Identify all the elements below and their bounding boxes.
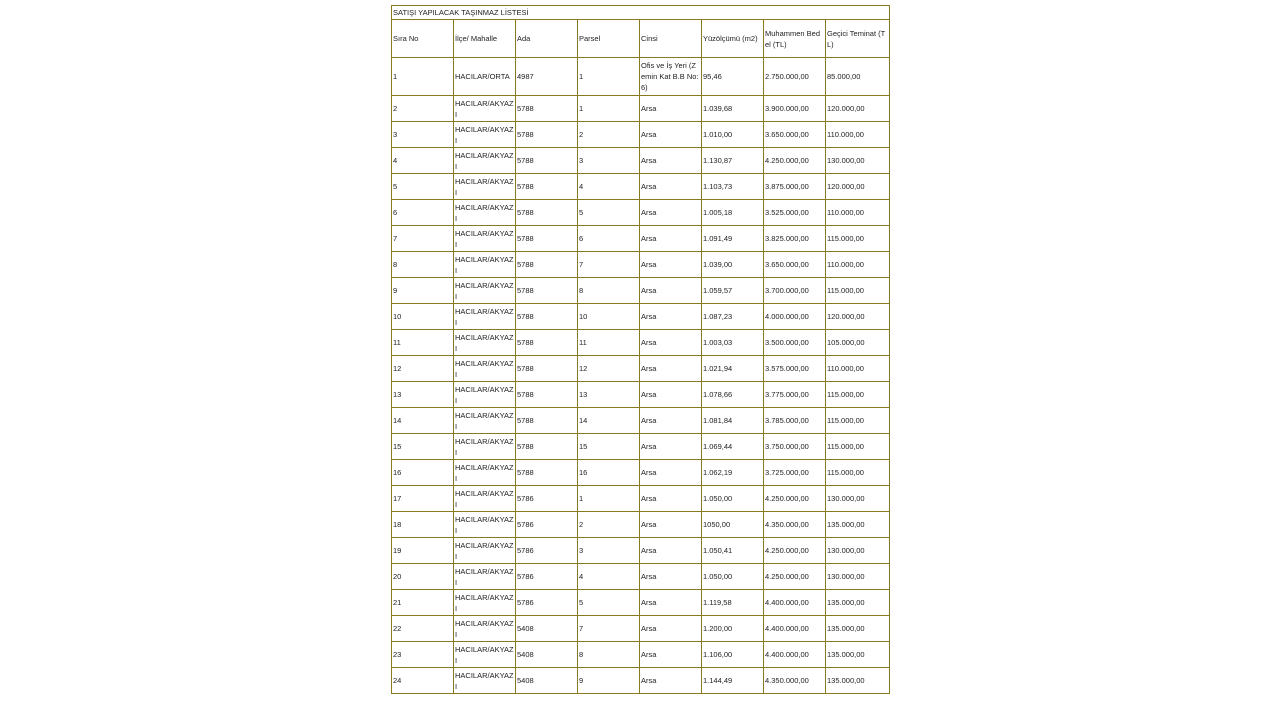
cell-ilce-mahalle: HACILAR/AKYAZI xyxy=(454,356,516,382)
cell-muhammen-bedel: 4.000.000,00 xyxy=(764,304,826,330)
cell-gecici-teminat: 110.000,00 xyxy=(826,122,890,148)
cell-ada: 5788 xyxy=(516,278,578,304)
cell-gecici-teminat: 110.000,00 xyxy=(826,356,890,382)
cell-parsel: 5 xyxy=(578,590,640,616)
cell-muhammen-bedel: 3.775.000,00 xyxy=(764,382,826,408)
cell-gecici-teminat: 135.000,00 xyxy=(826,590,890,616)
cell-sira-no: 19 xyxy=(392,538,454,564)
cell-ilce-mahalle: HACILAR/AKYAZI xyxy=(454,486,516,512)
cell-cinsi: Arsa xyxy=(640,122,702,148)
table-row xyxy=(392,486,890,512)
cell-ada: 5788 xyxy=(516,122,578,148)
cell-muhammen-bedel: 3.700.000,00 xyxy=(764,278,826,304)
cell-cinsi: Arsa xyxy=(640,460,702,486)
cell-sira-no: 10 xyxy=(392,304,454,330)
cell-parsel: 14 xyxy=(578,408,640,434)
table-row xyxy=(392,122,890,148)
cell-muhammen-bedel: 4.400.000,00 xyxy=(764,642,826,668)
table-body xyxy=(392,6,890,694)
cell-muhammen-bedel: 3.900.000,00 xyxy=(764,96,826,122)
cell-yuzolcumu: 1.081,84 xyxy=(702,408,764,434)
cell-ilce-mahalle: HACILAR/AKYAZI xyxy=(454,330,516,356)
cell-muhammen-bedel: 4.400.000,00 xyxy=(764,616,826,642)
cell-parsel: 12 xyxy=(578,356,640,382)
cell-gecici-teminat: 110.000,00 xyxy=(826,252,890,278)
cell-sira-no: 20 xyxy=(392,564,454,590)
cell-ilce-mahalle: HACILAR/AKYAZI xyxy=(454,616,516,642)
cell-yuzolcumu: 1.091,49 xyxy=(702,226,764,252)
cell-ada: 5408 xyxy=(516,668,578,694)
table-row xyxy=(392,668,890,694)
cell-cinsi: Arsa xyxy=(640,668,702,694)
cell-muhammen-bedel: 3.725.000,00 xyxy=(764,460,826,486)
cell-ada: 5788 xyxy=(516,408,578,434)
cell-parsel: 3 xyxy=(578,148,640,174)
cell-sira-no: 2 xyxy=(392,96,454,122)
table-row xyxy=(392,200,890,226)
cell-yuzolcumu: 1.087,23 xyxy=(702,304,764,330)
cell-yuzolcumu: 1.069,44 xyxy=(702,434,764,460)
cell-gecici-teminat: 135.000,00 xyxy=(826,642,890,668)
cell-sira-no: 9 xyxy=(392,278,454,304)
cell-yuzolcumu: 1.039,00 xyxy=(702,252,764,278)
cell-yuzolcumu: 1.059,57 xyxy=(702,278,764,304)
cell-yuzolcumu: 1.003,03 xyxy=(702,330,764,356)
cell-cinsi: Arsa xyxy=(640,564,702,590)
cell-parsel: 1 xyxy=(578,96,640,122)
cell-ilce-mahalle: HACILAR/AKYAZI xyxy=(454,668,516,694)
table-row xyxy=(392,616,890,642)
cell-cinsi: Arsa xyxy=(640,304,702,330)
table-row xyxy=(392,174,890,200)
table-row xyxy=(392,538,890,564)
cell-ada: 5788 xyxy=(516,174,578,200)
cell-ada: 5788 xyxy=(516,356,578,382)
cell-ada: 5788 xyxy=(516,200,578,226)
table-row xyxy=(392,278,890,304)
cell-gecici-teminat: 120.000,00 xyxy=(826,174,890,200)
cell-ilce-mahalle: HACILAR/AKYAZI xyxy=(454,512,516,538)
cell-parsel: 7 xyxy=(578,616,640,642)
cell-muhammen-bedel: 3.500.000,00 xyxy=(764,330,826,356)
cell-sira-no: 11 xyxy=(392,330,454,356)
cell-gecici-teminat: 115.000,00 xyxy=(826,278,890,304)
header-ada: Ada xyxy=(516,20,578,58)
cell-parsel: 5 xyxy=(578,200,640,226)
table-row xyxy=(392,512,890,538)
cell-sira-no: 22 xyxy=(392,616,454,642)
cell-ada: 5786 xyxy=(516,590,578,616)
cell-muhammen-bedel: 4.250.000,00 xyxy=(764,148,826,174)
cell-ilce-mahalle: HACILAR/AKYAZI xyxy=(454,642,516,668)
cell-ilce-mahalle: HACILAR/ORTA xyxy=(454,58,516,96)
cell-ilce-mahalle: HACILAR/AKYAZI xyxy=(454,382,516,408)
cell-cinsi: Arsa xyxy=(640,96,702,122)
cell-gecici-teminat: 135.000,00 xyxy=(826,616,890,642)
cell-ada: 5788 xyxy=(516,330,578,356)
cell-sira-no: 5 xyxy=(392,174,454,200)
cell-ilce-mahalle: HACILAR/AKYAZI xyxy=(454,226,516,252)
cell-ada: 5786 xyxy=(516,564,578,590)
cell-muhammen-bedel: 3.750.000,00 xyxy=(764,434,826,460)
cell-ilce-mahalle: HACILAR/AKYAZI xyxy=(454,460,516,486)
cell-ilce-mahalle: HACILAR/AKYAZI xyxy=(454,434,516,460)
cell-gecici-teminat: 115.000,00 xyxy=(826,434,890,460)
cell-parsel: 1 xyxy=(578,58,640,96)
cell-muhammen-bedel: 4.250.000,00 xyxy=(764,538,826,564)
cell-muhammen-bedel: 4.350.000,00 xyxy=(764,512,826,538)
cell-yuzolcumu: 1.130,87 xyxy=(702,148,764,174)
cell-gecici-teminat: 115.000,00 xyxy=(826,460,890,486)
cell-ilce-mahalle: HACILAR/AKYAZI xyxy=(454,304,516,330)
cell-muhammen-bedel: 3.575.000,00 xyxy=(764,356,826,382)
cell-sira-no: 16 xyxy=(392,460,454,486)
cell-muhammen-bedel: 3.785.000,00 xyxy=(764,408,826,434)
cell-muhammen-bedel: 2.750.000,00 xyxy=(764,58,826,96)
cell-ilce-mahalle: HACILAR/AKYAZI xyxy=(454,278,516,304)
cell-gecici-teminat: 135.000,00 xyxy=(826,512,890,538)
cell-yuzolcumu: 1.039,68 xyxy=(702,96,764,122)
cell-gecici-teminat: 115.000,00 xyxy=(826,382,890,408)
cell-ada: 4987 xyxy=(516,58,578,96)
cell-cinsi: Arsa xyxy=(640,590,702,616)
cell-parsel: 16 xyxy=(578,460,640,486)
cell-ada: 5788 xyxy=(516,460,578,486)
cell-ada: 5786 xyxy=(516,512,578,538)
cell-muhammen-bedel: 3.650.000,00 xyxy=(764,122,826,148)
cell-ada: 5788 xyxy=(516,434,578,460)
cell-cinsi: Arsa xyxy=(640,226,702,252)
cell-yuzolcumu: 1.106,00 xyxy=(702,642,764,668)
cell-gecici-teminat: 130.000,00 xyxy=(826,564,890,590)
cell-ilce-mahalle: HACILAR/AKYAZI xyxy=(454,200,516,226)
cell-muhammen-bedel: 4.400.000,00 xyxy=(764,590,826,616)
cell-ilce-mahalle: HACILAR/AKYAZI xyxy=(454,122,516,148)
cell-ilce-mahalle: HACILAR/AKYAZI xyxy=(454,564,516,590)
cell-muhammen-bedel: 3.825.000,00 xyxy=(764,226,826,252)
cell-sira-no: 21 xyxy=(392,590,454,616)
cell-muhammen-bedel: 3.875.000,00 xyxy=(764,174,826,200)
header-cinsi: Cinsi xyxy=(640,20,702,58)
cell-ada: 5788 xyxy=(516,252,578,278)
table-row xyxy=(392,58,890,96)
table-title-row xyxy=(392,6,890,20)
cell-yuzolcumu: 1.078,66 xyxy=(702,382,764,408)
cell-parsel: 4 xyxy=(578,174,640,200)
table-row xyxy=(392,226,890,252)
cell-yuzolcumu: 1.010,00 xyxy=(702,122,764,148)
cell-sira-no: 6 xyxy=(392,200,454,226)
header-yuzolcumu: Yüzölçümü (m2) xyxy=(702,20,764,58)
cell-yuzolcumu: 1.021,94 xyxy=(702,356,764,382)
table-row xyxy=(392,330,890,356)
cell-sira-no: 1 xyxy=(392,58,454,96)
cell-parsel: 4 xyxy=(578,564,640,590)
cell-cinsi: Arsa xyxy=(640,382,702,408)
cell-muhammen-bedel: 4.250.000,00 xyxy=(764,486,826,512)
cell-parsel: 2 xyxy=(578,122,640,148)
cell-cinsi: Arsa xyxy=(640,616,702,642)
cell-gecici-teminat: 130.000,00 xyxy=(826,486,890,512)
cell-cinsi: Arsa xyxy=(640,278,702,304)
cell-ada: 5788 xyxy=(516,96,578,122)
cell-parsel: 2 xyxy=(578,512,640,538)
property-sale-table xyxy=(391,5,890,694)
cell-cinsi: Arsa xyxy=(640,330,702,356)
cell-parsel: 3 xyxy=(578,538,640,564)
cell-gecici-teminat: 85.000,00 xyxy=(826,58,890,96)
cell-cinsi: Arsa xyxy=(640,148,702,174)
cell-parsel: 6 xyxy=(578,226,640,252)
cell-ilce-mahalle: HACILAR/AKYAZI xyxy=(454,174,516,200)
cell-sira-no: 8 xyxy=(392,252,454,278)
cell-yuzolcumu: 1.050,00 xyxy=(702,564,764,590)
cell-parsel: 13 xyxy=(578,382,640,408)
table-title: SATIŞI YAPILACAK TAŞINMAZ LİSTESİ xyxy=(392,6,890,20)
table-row xyxy=(392,642,890,668)
table-row xyxy=(392,590,890,616)
cell-parsel: 11 xyxy=(578,330,640,356)
cell-ilce-mahalle: HACILAR/AKYAZI xyxy=(454,148,516,174)
cell-gecici-teminat: 120.000,00 xyxy=(826,304,890,330)
cell-ada: 5788 xyxy=(516,304,578,330)
cell-cinsi: Arsa xyxy=(640,538,702,564)
cell-yuzolcumu: 1.144,49 xyxy=(702,668,764,694)
cell-sira-no: 24 xyxy=(392,668,454,694)
cell-cinsi: Arsa xyxy=(640,512,702,538)
cell-sira-no: 3 xyxy=(392,122,454,148)
cell-ilce-mahalle: HACILAR/AKYAZI xyxy=(454,538,516,564)
cell-ada: 5408 xyxy=(516,642,578,668)
cell-sira-no: 4 xyxy=(392,148,454,174)
cell-ada: 5788 xyxy=(516,148,578,174)
cell-ada: 5788 xyxy=(516,382,578,408)
cell-yuzolcumu: 1.119,58 xyxy=(702,590,764,616)
table-header-row xyxy=(392,20,890,58)
header-sira-no: Sıra No xyxy=(392,20,454,58)
cell-sira-no: 13 xyxy=(392,382,454,408)
header-gecici-teminat: Geçici Teminat (TL) xyxy=(826,20,890,58)
cell-parsel: 1 xyxy=(578,486,640,512)
cell-muhammen-bedel: 4.350.000,00 xyxy=(764,668,826,694)
table-row xyxy=(392,564,890,590)
cell-sira-no: 17 xyxy=(392,486,454,512)
cell-ilce-mahalle: HACILAR/AKYAZI xyxy=(454,252,516,278)
cell-sira-no: 7 xyxy=(392,226,454,252)
cell-yuzolcumu: 1050,00 xyxy=(702,512,764,538)
cell-gecici-teminat: 130.000,00 xyxy=(826,148,890,174)
cell-cinsi: Arsa xyxy=(640,408,702,434)
cell-yuzolcumu: 1.005,18 xyxy=(702,200,764,226)
cell-muhammen-bedel: 4.250.000,00 xyxy=(764,564,826,590)
cell-cinsi: Arsa xyxy=(640,642,702,668)
table-row xyxy=(392,96,890,122)
cell-cinsi: Ofis ve İş Yeri (Zemin Kat B.B No: 6) xyxy=(640,58,702,96)
cell-cinsi: Arsa xyxy=(640,486,702,512)
table-row xyxy=(392,382,890,408)
cell-parsel: 8 xyxy=(578,278,640,304)
cell-sira-no: 12 xyxy=(392,356,454,382)
table-row xyxy=(392,408,890,434)
cell-ada: 5786 xyxy=(516,538,578,564)
table-row xyxy=(392,304,890,330)
cell-ilce-mahalle: HACILAR/AKYAZI xyxy=(454,408,516,434)
cell-yuzolcumu: 1.103,73 xyxy=(702,174,764,200)
cell-cinsi: Arsa xyxy=(640,200,702,226)
cell-gecici-teminat: 105.000,00 xyxy=(826,330,890,356)
cell-gecici-teminat: 130.000,00 xyxy=(826,538,890,564)
cell-ilce-mahalle: HACILAR/AKYAZI xyxy=(454,590,516,616)
cell-sira-no: 18 xyxy=(392,512,454,538)
header-muhammen-bedel: Muhammen Bedel (TL) xyxy=(764,20,826,58)
cell-sira-no: 15 xyxy=(392,434,454,460)
cell-gecici-teminat: 115.000,00 xyxy=(826,408,890,434)
cell-muhammen-bedel: 3.525.000,00 xyxy=(764,200,826,226)
cell-sira-no: 23 xyxy=(392,642,454,668)
cell-sira-no: 14 xyxy=(392,408,454,434)
cell-yuzolcumu: 1.062,19 xyxy=(702,460,764,486)
cell-ada: 5408 xyxy=(516,616,578,642)
cell-gecici-teminat: 120.000,00 xyxy=(826,96,890,122)
cell-cinsi: Arsa xyxy=(640,356,702,382)
cell-ada: 5786 xyxy=(516,486,578,512)
cell-yuzolcumu: 95,46 xyxy=(702,58,764,96)
table-row xyxy=(392,460,890,486)
cell-parsel: 7 xyxy=(578,252,640,278)
cell-cinsi: Arsa xyxy=(640,252,702,278)
cell-parsel: 8 xyxy=(578,642,640,668)
cell-parsel: 9 xyxy=(578,668,640,694)
cell-gecici-teminat: 110.000,00 xyxy=(826,200,890,226)
cell-ilce-mahalle: HACILAR/AKYAZI xyxy=(454,96,516,122)
cell-ada: 5788 xyxy=(516,226,578,252)
table-row xyxy=(392,148,890,174)
cell-yuzolcumu: 1.050,00 xyxy=(702,486,764,512)
cell-yuzolcumu: 1.050,41 xyxy=(702,538,764,564)
table-row xyxy=(392,356,890,382)
cell-parsel: 15 xyxy=(578,434,640,460)
table-row xyxy=(392,434,890,460)
header-ilce-mahalle: İlçe/ Mahalle xyxy=(454,20,516,58)
cell-cinsi: Arsa xyxy=(640,434,702,460)
cell-parsel: 10 xyxy=(578,304,640,330)
cell-muhammen-bedel: 3.650.000,00 xyxy=(764,252,826,278)
cell-yuzolcumu: 1.200,00 xyxy=(702,616,764,642)
header-parsel: Parsel xyxy=(578,20,640,58)
cell-gecici-teminat: 115.000,00 xyxy=(826,226,890,252)
cell-cinsi: Arsa xyxy=(640,174,702,200)
table-row xyxy=(392,252,890,278)
cell-gecici-teminat: 135.000,00 xyxy=(826,668,890,694)
